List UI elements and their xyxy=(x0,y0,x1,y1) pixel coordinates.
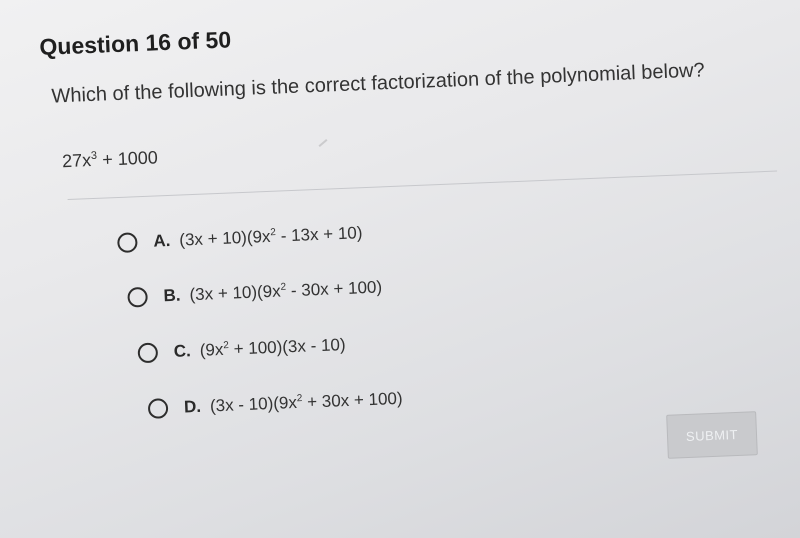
divider xyxy=(68,171,777,200)
option-c[interactable] xyxy=(137,335,346,363)
option-text: $(3x - 10)(9x^2 + 30x + 100)$ xyxy=(209,388,403,416)
polynomial-base: 27x xyxy=(61,150,92,172)
option-letter: D. xyxy=(183,396,202,417)
polynomial-exponent: 3 xyxy=(90,149,98,163)
option-letter: C. xyxy=(173,341,192,361)
option-d[interactable] xyxy=(148,389,403,419)
option-text: $(3x + 10)(9x^2 - 13x + 10)$ xyxy=(178,223,363,250)
option-text: $(9x^2 + 100)(3x - 10)$ xyxy=(199,334,346,360)
option-text: $(3x + 10)(9x^2 - 30x + 100)$ xyxy=(189,277,383,305)
radio-button-c[interactable] xyxy=(137,343,158,364)
radio-button-b[interactable] xyxy=(127,287,148,308)
submit-button[interactable]: SUBMIT xyxy=(666,411,758,459)
option-a[interactable] xyxy=(117,223,363,253)
radio-button-d[interactable] xyxy=(148,398,169,419)
option-letter: A. xyxy=(152,230,171,251)
polynomial-tail: + 1000 xyxy=(96,147,159,170)
question-header: Question 16 of 50 xyxy=(38,26,232,61)
question-prompt: Which of the following is the correct factorization of the polynomial below? xyxy=(51,59,706,108)
option-letter: B. xyxy=(163,285,181,306)
option-b[interactable] xyxy=(127,277,382,307)
polynomial-expression xyxy=(62,147,158,172)
radio-button-a[interactable] xyxy=(117,232,138,253)
